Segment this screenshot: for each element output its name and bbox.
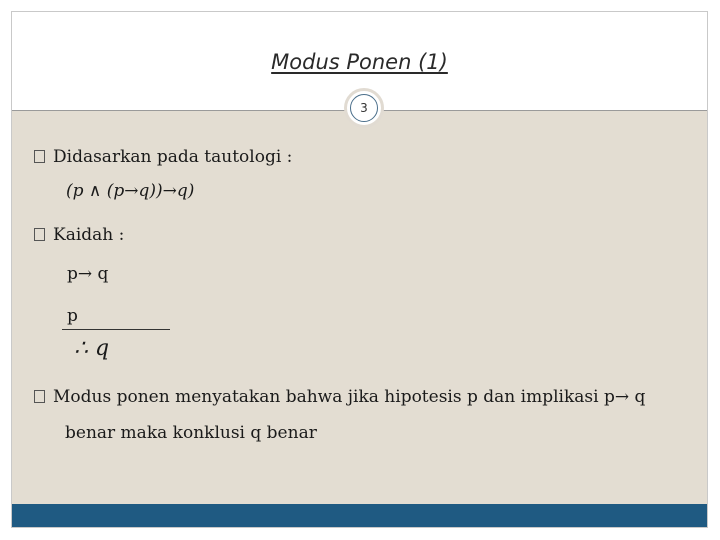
bullet-explanation-line1: Modus ponen menyatakan bahwa jika hipotesis p dan implikasi p→ q: [53, 387, 646, 407]
bullet-rule: [34, 225, 124, 245]
rule-conclusion: ∴ q: [74, 336, 110, 361]
bullet-explanation: [34, 387, 645, 407]
bullet-box-icon: [34, 150, 45, 163]
slide-number-badge: [344, 88, 384, 128]
rule-premise-2: p: [67, 306, 78, 326]
footer-bar: [12, 504, 707, 527]
rule-premise-1: p→ q: [67, 264, 109, 284]
slide-number: 3: [350, 94, 378, 122]
bullet-tautology-text: Didasarkan pada tautologi :: [53, 147, 293, 167]
bullet-rule-text: Kaidah :: [53, 225, 125, 245]
slide-frame: [11, 11, 708, 528]
bullet-tautology: [34, 147, 292, 167]
tautology-formula: (p ∧ (p→q))→q): [66, 181, 195, 201]
slide-title: Modus Ponen (1): [271, 50, 448, 74]
rule-divider: [62, 329, 170, 330]
bullet-box-icon: [34, 390, 45, 403]
bullet-box-icon: [34, 228, 45, 241]
bullet-explanation-line2: benar maka konklusi q benar: [65, 423, 317, 443]
slide-content: [12, 111, 707, 504]
